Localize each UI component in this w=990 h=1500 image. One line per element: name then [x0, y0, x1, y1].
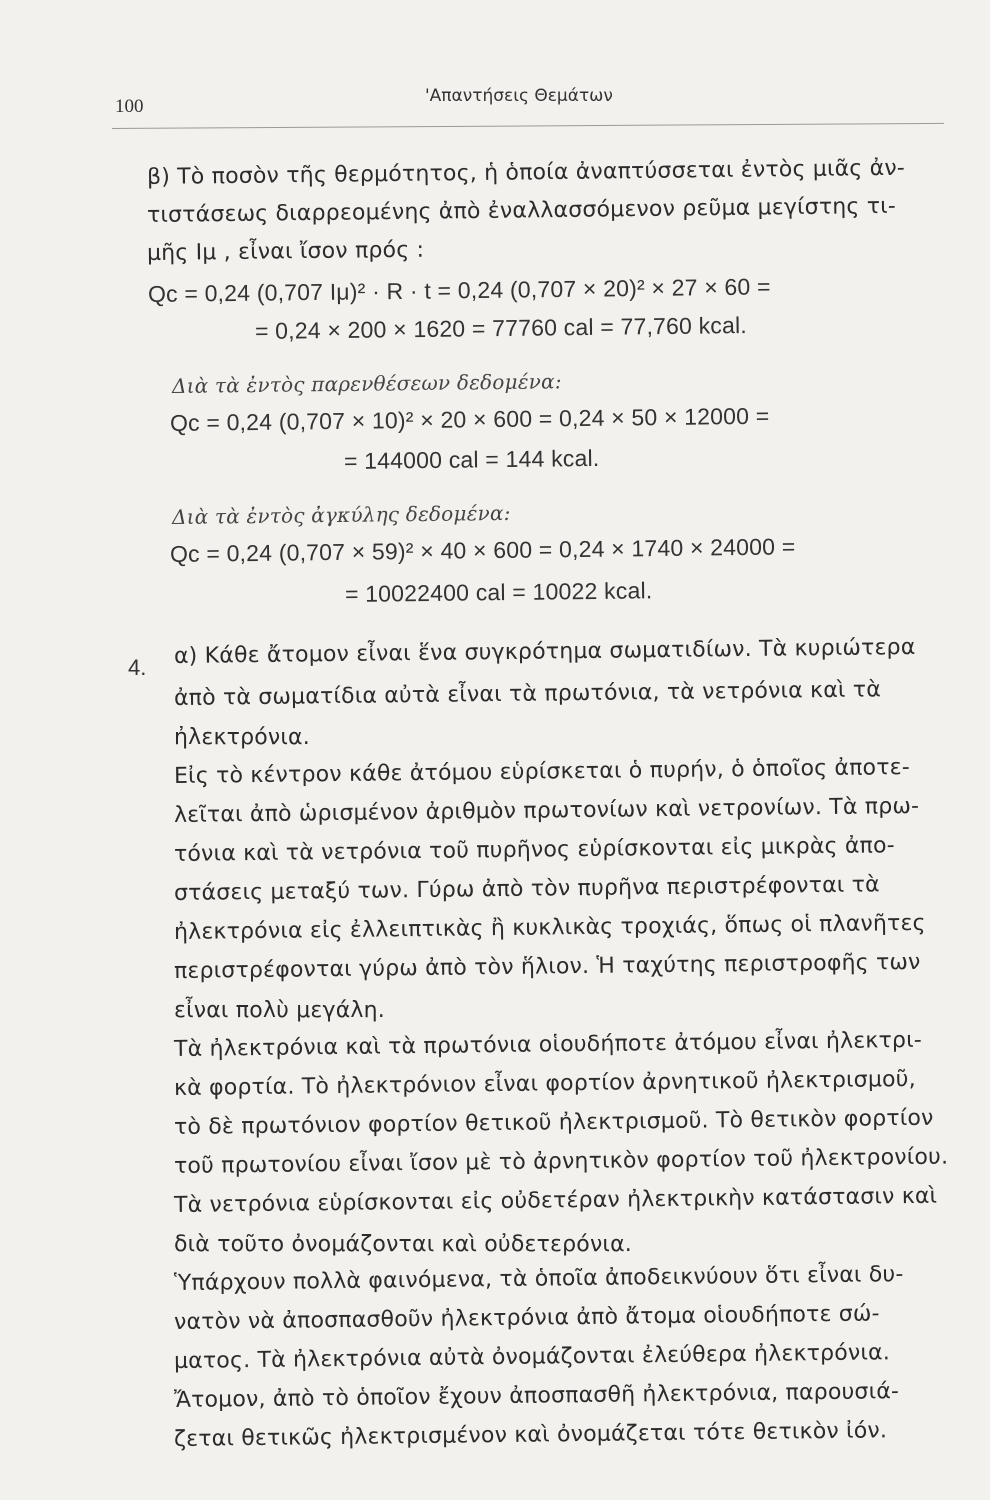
text-line: ἠλεκτρόνια εἰς ἐλλειπτικὰς ἢ κυκλικὰς τροχιάς, ὅπως οἱ πλανῆτες: [173, 910, 926, 945]
text-line: περιστρέφονται γύρω ἀπὸ τὸν ἥλιον. Ἡ ταχύτης περιστροφῆς των: [173, 949, 921, 984]
text-line: κὰ φορτία. Τὸ ἠλεκτρόνιον εἶναι φορτίον ἀρνητικοῦ ἠλεκτρισμοῦ,: [173, 1066, 917, 1101]
text-line: ματος. Τὰ ἠλεκτρόνια αὐτὰ ὀνομάζονται ἐλεύθερα ἠλεκτρόνια.: [173, 1340, 891, 1374]
text-line: Εἰς τὸ κέντρον κάθε ἀτόμου εὑρίσκεται ὁ πυρήν, ὁ ὁποῖος ἀποτε-: [173, 755, 911, 789]
header-rule: [112, 123, 944, 129]
subheading: Διὰ τὰ ἐντὸς ἀγκύλης δεδομένα:: [171, 500, 511, 529]
text-line: Ὑπάρχουν πολλὰ φαινόμενα, τὰ ὁποῖα ἀποδεικνύουν ὅτι εἶναι δυ-: [173, 1262, 904, 1296]
text-line: νατὸν νὰ ἀποσπασθοῦν ἠλεκτρόνια ἀπὸ ἄτομα οἱουδήποτε σώ-: [173, 1301, 880, 1335]
running-header-title: 'Απαντήσεις Θεμάτων: [425, 86, 613, 106]
subheading: Διὰ τὰ ἐντὸς παρενθέσεων δεδομένα:: [171, 369, 562, 398]
text-line: μῆς Iμ , εἶναι ἴσον πρός :: [146, 237, 425, 266]
text-line: εἶναι πολὺ μεγάλη.: [174, 998, 385, 1023]
text-line: στάσεις μεταξύ των. Γύρω ἀπὸ τὸν πυρῆνα περιστρέφονται τὰ: [173, 872, 880, 906]
equation-line: = 0,24 × 200 × 1620 = 77760 cal = 77,760 kcal.: [254, 311, 748, 344]
item-number: 4.: [128, 655, 147, 680]
text-line: Τὰ νετρόνια εὑρίσκονται εἰς οὐδετέραν ἠλεκτρικὴν κατάστασιν καὶ: [173, 1183, 938, 1218]
text-line: λεῖται ἀπὸ ὡρισμένον ἀριθμὸν πρωτονίων καὶ νετρονίων. Τὰ πρω-: [173, 793, 920, 828]
text-line: Ἄτομον, ἀπὸ τὸ ὁποῖον ἔχουν ἀποσπασθῆ ἠλεκτρόνια, παρουσιά-: [173, 1379, 900, 1413]
equation-line: = 144000 cal = 144 kcal.: [343, 444, 600, 474]
page-number: 100: [115, 96, 144, 117]
text-line: ζεται θετικῶς ἠλεκτρισμένον καὶ ὀνομάζεται τότε θετικὸν ἰόν.: [173, 1418, 888, 1452]
equation-line: = 10022400 cal = 10022 kcal.: [344, 577, 653, 607]
equation-line: Qc = 0,24 (0,707 × 59)² × 40 × 600 = 0,24 × 1740 × 24000 =: [169, 533, 796, 567]
text-line: ἠλεκτρόνια.: [174, 725, 310, 750]
equation-line: Qc = 0,24 (0,707 Iμ)² · R · t = 0,24 (0,707 × 20)² × 27 × 60 =: [147, 273, 771, 307]
equation-line: Qc = 0,24 (0,707 × 10)² × 20 × 600 = 0,24 × 50 × 12000 =: [169, 402, 770, 436]
text-line: ἀπὸ τὰ σωματίδια αὐτὰ εἶναι τὰ πρωτόνια, τὰ νετρόνια καὶ τὰ: [173, 677, 882, 711]
text-line: β) Τὸ ποσὸν τῆς θερμότητος, ἡ ὁποία ἀναπτύσσεται ἐντὸς μιᾶς ἀν-: [146, 155, 906, 190]
text-line: Τὰ ἠλεκτρόνια καὶ τὰ πρωτόνια οἱουδήποτε ἀτόμου εἶναι ἠλεκτρι-: [173, 1027, 923, 1062]
text-line: τόνια καὶ τὰ νετρόνια τοῦ πυρῆνος εὑρίσκονται εἰς μικρὰς ἀπο-: [173, 833, 895, 867]
text-line: τὸ δὲ πρωτόνιον φορτίον θετικοῦ ἠλεκτρισμοῦ. Τὸ θετικὸν φορτίον: [173, 1105, 934, 1140]
text-line: διὰ τοῦτο ὀνομάζονται καὶ οὐδετερόνια.: [174, 1232, 632, 1257]
text-line: α) Κάθε ἄτομον εἶναι ἕνα συγκρότημα σωματιδίων. Τὰ κυριώτερα: [173, 634, 916, 669]
text-line: τοῦ πρωτονίου εἶναι ἴσον μὲ τὸ ἀρνητικὸν φορτίον τοῦ ἠλεκτρονίου.: [173, 1144, 949, 1179]
text-line: τιστάσεως διαρρεομένης ἀπὸ ἐναλλασσόμενον ρεῦμα μεγίστης τι-: [146, 193, 897, 228]
